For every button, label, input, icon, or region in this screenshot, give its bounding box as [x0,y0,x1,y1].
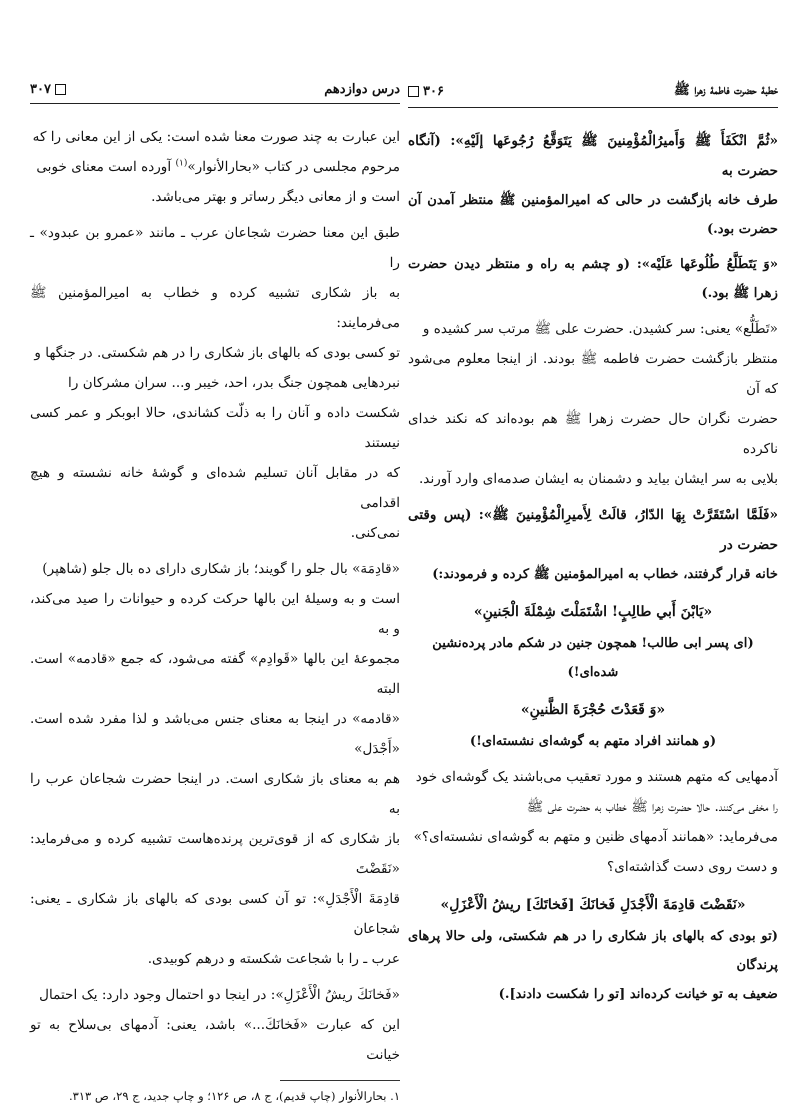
footnote-ref[interactable]: (۱) [175,158,188,169]
body-line: این عبارت به چند صورت معنا شده است: یکی از این معانی را که [32,129,400,145]
text-run: مرحوم مجلسی در کتاب «بحارالأنوار» [187,159,400,175]
body-line: را مخفی می‌کنند. حالا حضرت زهرا ﷺ خطاب به حضرت علی ﷺ [526,799,778,815]
arabic-quote: «وَ يَتَطَلَّعُ طُلُوعَها عَلَيْه»: (و چشم به راه و منتظر دیدن حضرت زهرا ﷺ بود.) [408,257,778,301]
body-line: حضرت نگران حال حضرت زهرا ﷺ هم بوده‌اند که نکند خدای ناکرده [408,411,778,457]
translation: خانه قرار گرفتند، خطاب به امیرالمؤمنین ﷺ کرده و فرمودند:) [432,567,778,582]
text-run: آورده است معنای خوبی [36,159,176,175]
footnote: ۱. بحارالأنوار (چاپ قدیم)، ج ۸، ص ۱۲۶؛ و چاپ جدید، ج ۲۹، ص ۳۱۳. [69,1089,400,1103]
body-line [30,152,400,182]
page-number: ۳۰۷ [30,82,51,97]
body-line: نبردهایی همچون جنگ بدر، احد، خیبر و... سران مشرکان را [68,375,400,391]
body-line: بلایی به سر ایشان بیاید و دشمنان به ایشان صدمه‌ای وارد آورند. [418,471,778,487]
translation: طرف خانه بازگشت در حالی که امیرالمؤمنین ﷺ منتظر آمدن آن حضرت بود.) [408,193,778,237]
body-line: شکست داده و آنان را به ذلّت کشاندی، حالا ابوبکر و عمر کسی نیستند [30,405,400,451]
arabic-quote: «فَلَمَّا اسْتَقَرَّتْ بِهَا الدّارُ، قالَتْ لِأَميرِالْمُؤْمِنينَ ﷺ»: (پس وقتی حضرت در [408,507,778,553]
body-line: منتظر بازگشت حضرت فاطمه ﷺ بودند. از اینجا معلوم می‌شود که آن [408,351,778,397]
body-line: «قادِمَة» بال جلو را گویند؛ باز شکاری دارای ده بال جلو (شاهپر) [42,561,400,577]
verse-3-translation: ضعیف به تو خیانت کرده‌اند [تو را شکست دادند].) [498,987,778,1002]
body-line: مجموعهٔ این بالها «قَوادِم» گفته می‌شود، که جمع «قادمه» است. البته [30,651,400,697]
body-line: و دست روی دست گذاشته‌ای؟ [607,859,778,875]
verse-2-translation: (و همانند افراد متهم به گوشه‌ای نشسته‌ای!) [469,734,717,749]
body-line: که در مقابل آنان تسلیم شده‌ای و گوشهٔ خانه نشسته و هیچ اقدامی [30,465,400,511]
header-title: درس دوازدهم [324,82,400,97]
page-307 [30,82,400,1105]
body-line: هم به معنای باز شکاری است. در اینجا حضرت شجاعان عرب را به [30,771,400,817]
page-header [408,82,778,108]
body-line: «فَخانَكَ ريشُ الْأَعْزَلِ»: در اینجا دو احتمال وجود دارد: یک احتمال [39,987,400,1003]
header-title: خطبهٔ حضرت فاطمهٔ زهرا ﷺ [674,83,778,98]
body-line: عرب ـ را با شجاعت شکسته و درهم کوبیدی. [147,951,400,967]
verse-1-translation: (ای پسر ابی طالب! همچون جنین در شکم مادر پرده‌نشین شده‌ای!) [432,636,754,680]
body-line: «تَطَلُّع» یعنی: سر کشیدن. حضرت علی ﷺ مرتب سر کشیده و [422,321,778,337]
body-line: قادِمَةَ الْأَجْدَلِ»: تو آن کسی بودی که بالهای باز شکاری ـ یعنی: شجاعان [30,891,400,937]
body-line: باز شکاری که از قوی‌ترین پرنده‌هاست تشبیه کرده و می‌فرماید: «نَقَضْتَ [30,831,400,877]
page-number-block [408,84,444,99]
square-icon [408,86,419,97]
verse-2: «وَ قَعَدْتَ حُجْرَةَ الظَّنينِ» [520,702,666,718]
verse-3-translation: (تو بودی که بالهای باز شکاری را در هم شکستی، ولی حالا پرهای پرندگان [408,929,778,973]
body-line: به باز شکاری تشبیه کرده و خطاب به امیرالمؤمنین ﷺ می‌فرمایند: [30,285,400,331]
body-line: است و از معانی دیگر رساتر و بهتر می‌باشد. [151,189,400,205]
arabic-quote: «ثُمَّ انْكَفَأَ ﷺ وَأَميرُالْمُؤْمِنينَ ﷺ يَتَوَقَّعُ رُجُوعَها إلَيْهِ»: (آنگاه حضرت به [408,133,778,179]
footnote-divider [280,1080,400,1081]
body-line: طبق این معنا حضرت شجاعان عرب ـ مانند «عمرو بن عبدود» ـ را [30,225,400,271]
square-icon [55,84,66,95]
verse-3: «نَقَضْتَ قادِمَةَ الْأَجْدَلِ فَخانَكَ [فَخاتَكَ] ريشُ الْأَعْزَلِ» [440,897,746,913]
page-number-block [30,82,66,97]
body-line: آدمهایی که متهم هستند و مورد تعقیب می‌باشند یک گوشه‌ای خود [415,769,778,785]
page-number: ۳۰۶ [423,84,444,99]
body-line: نمی‌کنی. [350,525,400,541]
body-line: تو کسی بودی که بالهای باز شکاری را در هم شکستی. در جنگها و [34,345,400,361]
body-line: است و به وسیلهٔ این بالها حرکت کرده و حیوانات را صید می‌کند، و به [30,591,400,637]
body-line: می‌فرماید: «همانند آدمهای ظنین و متهم به گوشه‌ای نشسته‌ای؟» [413,829,778,845]
body-line: «قادمه» در اینجا به معنای جنس می‌باشد و لذا مفرد شده است. «أَجْدَل» [30,711,400,757]
page-306 [408,82,778,1009]
body-line: این که عبارت «فَخانَكَ...» باشد، یعنی: آدمهای بی‌سلاح به تو خیانت [30,1017,400,1063]
verse-1: «يَابْنَ أَبي طالِبٍ! اشْتَمَلْتَ شِمْلَةَ الْجَنينِ» [473,604,713,620]
page-header [30,82,400,104]
